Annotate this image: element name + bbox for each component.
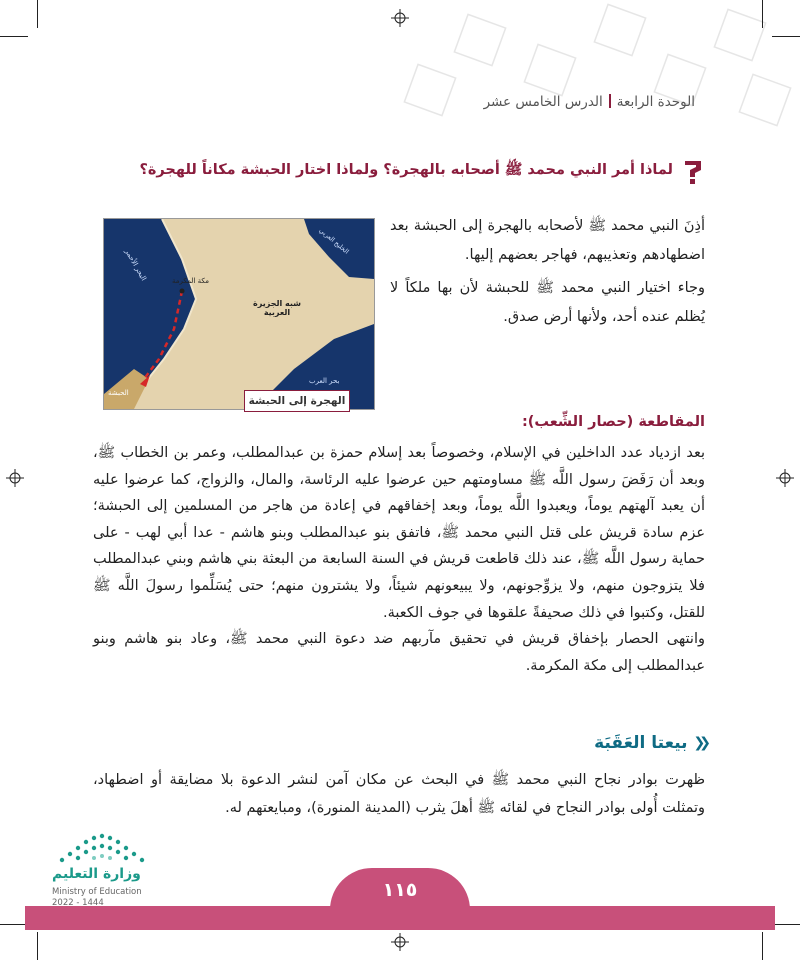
double-chevron-icon: ❮❮: [693, 735, 705, 751]
ministry-logo-icon: [52, 830, 152, 868]
header-separator: [609, 94, 611, 108]
crop-mark: [762, 0, 763, 28]
running-header: [95, 94, 695, 110]
unit-label: الوحدة الرابعة: [616, 94, 695, 110]
question-heading: [95, 158, 705, 184]
map-label-peninsula: شبه الجزيرة العربية: [253, 299, 301, 317]
boycott-paragraph-1: بعد ازدياد عدد الداخلين في الإسلام، وخصوصاً بعد إسلام حمزة بن عبدالمطلب، وعمر بن الخطاب ﷺ، وبعد أن رَفَضَ رسول اللَّه ﷺ مساومتهم حين عرضوا عليه الرئاسة، والمال، والزواج، كما عرضوا عليه أن يعبد آلهتهم يوماً، ويعبدوا اللَّه يوماً، وبعد إخفاقهم في إعادة من هاجر من المسلمين إلى الحبشة؛ عزم سادة قريش على قتل النبي محمد ﷺ، فاتفق بنو عبدالمطلب وبنو هاشم - عدا أبي لهب - على حماية رسول اللَّه ﷺ، عند ذلك قاطعت قريش في السنة السابعة من البعثة بني هاشم وبني عبدالمطلب فلا يتزوجون منهم، ولا يزوِّجونهم، ولا يبيعونهم شيئاً، ولا يشترون منهم؛ حتى يُسَلِّموا رسولَ اللَّه ﷺ للقتل، وكتبوا في ذلك صحيفةً علقوها في جوف الكعبة.: [93, 445, 705, 621]
section-title-aqaba: [95, 733, 705, 753]
intro-text: [390, 212, 705, 336]
ministry-name-arabic: وزارة التعليم: [52, 866, 141, 882]
page-number: ١١٥: [382, 879, 418, 901]
boycott-paragraph-2: وانتهى الحصار بإخفاق قريش في تحقيق مآربهم ضد دعوة النبي محمد ﷺ، وعاد بنو هاشم وبنو عبدالمطلب إلى مكة المكرمة.: [93, 631, 705, 674]
migration-map: [103, 218, 375, 410]
map-label-arabian-sea: بحر العرب: [309, 377, 340, 385]
section-body-aqaba: [93, 766, 705, 822]
aqaba-paragraph-1: ظهرت بوادر نجاح النبي محمد ﷺ في البحث عن مكان آمن لنشر الدعوة بلا مضايقة أو اضطهاد، وتمثلت أُولى بوادر النجاح في لقائه ﷺ أهلَ يثرب (المدينة المنورة)، ومبايعتهم له.: [93, 772, 705, 816]
lesson-label: الدرس الخامس عشر: [483, 94, 603, 110]
crop-mark: [37, 932, 38, 960]
ministry-name-english: Ministry of Education: [52, 887, 142, 897]
intro-paragraph-2: وجاء اختيار النبي محمد ﷺ للحبشة لأن بها ملكاً لا يُظلم عنده أحد، ولأنها أرض صدق.: [390, 280, 705, 325]
map-label-habasha: الحبشة: [108, 389, 129, 397]
section-title-boycott: المقاطعة (حصار الشِّعب):: [521, 414, 705, 430]
registration-mark: [391, 933, 409, 951]
map-caption: الهجرة إلى الحبشة: [244, 390, 350, 412]
crop-mark: [762, 932, 763, 960]
map-label-makkah: مكة المكرمة: [172, 277, 209, 285]
edition-year: 2022 - 1444: [52, 898, 104, 908]
question-text: لماذا أمر النبي محمد ﷺ أصحابه بالهجرة؟ ولماذا اختار الحبشة مكاناً للهجرة؟: [139, 161, 673, 178]
question-mark-icon: [681, 158, 705, 184]
registration-mark: [6, 469, 24, 487]
section-body-boycott: [93, 440, 705, 679]
crop-mark: [37, 0, 38, 28]
crop-mark: [0, 36, 28, 37]
map-label-gulf: الخليج العربي: [317, 226, 351, 256]
intro-paragraph-1: أذِنَ النبي محمد ﷺ لأصحابه بالهجرة إلى الحبشة بعد اضطهادهم وتعذيبهم، فهاجر بعضهم إليها.: [390, 218, 705, 263]
crop-mark: [772, 36, 800, 37]
crop-mark: [772, 924, 800, 925]
registration-mark: [391, 9, 409, 27]
aqaba-title-text: بيعتا العَقَبَة: [594, 733, 688, 753]
registration-mark: [776, 469, 794, 487]
decorative-squares: [400, 0, 800, 140]
map-label-red-sea: البحر الأحمر: [123, 247, 148, 283]
crop-mark: [0, 924, 28, 925]
